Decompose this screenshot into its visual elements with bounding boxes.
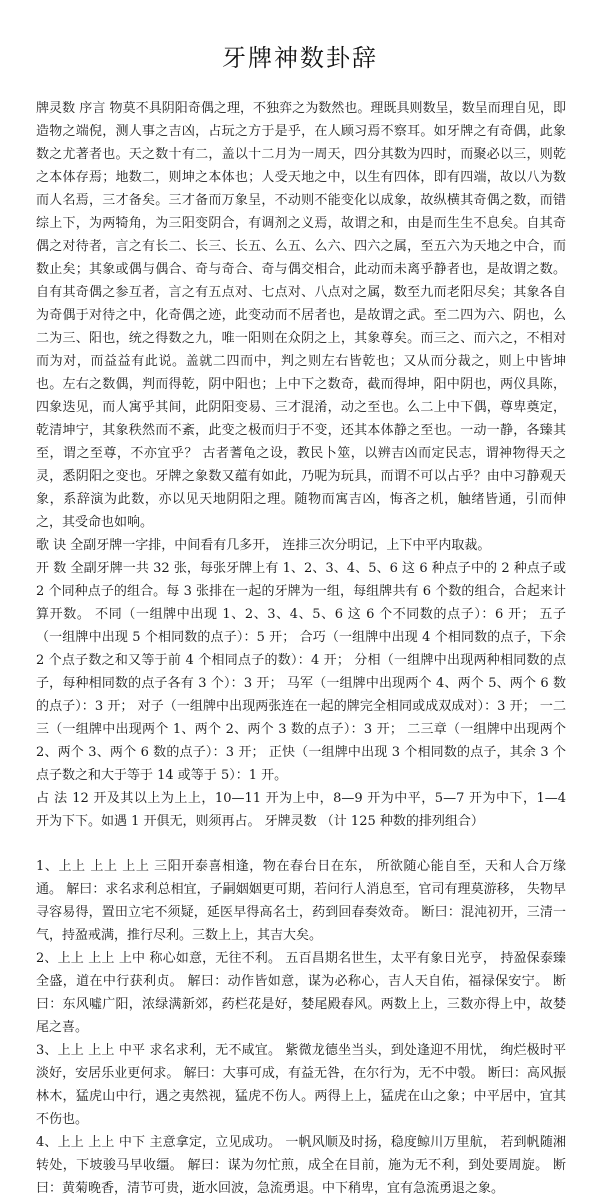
hexagram-entry-3: 3、上上 上上 中平 求名求利，无不咸宜。 紫微龙德坐当头，到处逢迎不用忧， 绚烂极时平淡好，安居乐业更何求。 解曰：大事可成，有益无咎，在尔行为，无不中彀。 断曰：高风振林木，猛虎山中行，遇之夷然视，猛虎不伤人。两得上上，猛虎在山之象；中平居中，宜其不伤也。	[36, 1043, 566, 1127]
counting-rules-paragraph: 开 数 全副牙牌一共 32 张，每张牙牌上有 1、2、3、4、5、6 这 6 种点子中的 2 种点子或 2 个同种点子的组合。每 3 张排在一起的牙牌为一组，每组牌共有 6 个数的组合，合起来计算开数。 不同（一组牌中出现 1、2、3、4、5、6 这 6 个不同数的点子）：6 开； 五子（一组牌中出现 5 个相同数的点子）：5 开； 合巧（一组牌中出现 4 个相同数的点子，下余 2 个点子数之和又等于前 4 个相同点子的数）：4 开； 分相（一组牌中出现两种相同数的点子，每种相同数的点子各有 3 个）：3 开； 马军（一组牌中出现两个 4、两个 5、两个 6 数的点子）：3 开； 对子（一组牌中出现两张连在一起的牌完全相同或成双成对）：3 开； 一二三（一组牌中出现两个 1、两个 2、两个 3 数的点子）：3 开； 二三章（一组牌中出现两个 2、两个 3、两个 6 数的点子）：3 开； 正快（一组牌中出现 3 个相同数的点子，其余 3 个点子数之和大于等于 14 或等于 5）：1 开。	[36, 561, 566, 783]
hexagram-entry-4: 4、上上 上上 中下 主意拿定，立见成功。 一帆风顺及时扬，稳度鲸川万里航， 若到帆随湘转处，下坡骏马早收缰。 解曰：谋为勿忙煎，成全在目前，施为无不利，到处要周旋。 断曰：黄菊晚香，清节可贵，逝水回波，急流勇退。中下稍卑，宜有急流勇退之象。	[36, 1135, 566, 1196]
document-body	[36, 97, 566, 1200]
song-rhyme-paragraph: 歌 诀 全副牙牌一字排，中间看有几多开， 连排三次分明记，上下中平内取裁。	[36, 538, 491, 553]
hexagram-entry-2: 2、上上 上上 上中 称心如意，无往不利。 五百昌期名世生，太平有象日光亨， 持盈保泰臻全盛，道在中行获利贞。 解曰：动作皆如意，谋为必称心，吉人天自佑，福禄保安宁。 断曰：东风噓广阳，浓绿满新郊，药栏花是好，婪尾殿春风。两数上上，三数亦得上中，故婪尾之喜。	[36, 951, 566, 1035]
preface-paragraph: 牌灵数 序言 物莫不具阴阳奇偶之理，不独弈之为数然也。理既具则数呈，数呈而理自见，即造物之端倪，测人事之吉凶，占玩之方于是乎，在人顾习焉不察耳。如牙牌之有奇偶，此象数之尤著者也。天之数十有二，盖以十二月为一周天，四分其数为四时，而聚必以三，则乾之本体存焉；地数二，则坤之本体也；人受天地之中，以生有四体，即有四端，故以八为数而人名焉，三才备矣。三才备而万象呈，不动则不能变化以成象，故纵横其奇偶之数，而错综上下，为两犄角，为三阳变阴合，有调剂之义焉，故谓之和，由是而生生不息矣。自其奇偶之对待者，言之有长二、长三、长五、么五、么六、四六之属，至五六为天地之中合，而数止矣；其象或偶与偶合、奇与奇合、奇与偶交相合，此动而未离乎静者也，是故谓之数。自有其奇偶之参互者，言之有五点对、七点对、八点对之属，数至九而老阳尽矣；其象各自为奇偶于对待之中，化奇偶之迹，此变动而不居者也，是故谓之武。至二四为六、阴也，么二为三、阳也，统之得数之九，唯一阳则在众阴之上，其象尊矣。而三之、而六之，不相对而为对，而益益有此说。盖就二四而中，判之则左右皆乾也；又从而分裁之，则上中皆坤也。左右之数偶，判而得乾，阴中阳也；上中下之数奇，截而得坤，阳中阴也，两仪具陈，四象迭见，而人寓乎其间，此阴阳变易、三才混淆，动之至也。么二上中下偶，尊卑奠定，乾清坤宁，其象秩然而不紊，此变之极而归于不变，还其本体静之至也。一动一静，各臻其至，谓之至尊，不亦宜乎？ 古者蓍龟之设，教民卜筮，以辨吉凶而定民志，谓神物得天之灵，悉阴阳之变也。牙牌之象数又蕴有如此，乃呢为玩具，而谓不可以占乎？由中习静观天象，系辞演为此数，亦以见天地阴阳之理。随物而寓吉凶，悔吝之机，触绪皆通，引而伸之，其受命也如响。	[36, 101, 566, 530]
divination-method-paragraph: 占 法 12 开及其以上为上上，10—11 开为上中，8—9 开为中平，5—7 开为中下，1—4 开为下下。如遇 1 开俱无，则须再占。 牙牌灵数 （计 125 种数的排列组合）	[36, 791, 566, 829]
document-title: 牙牌神数卦辞	[222, 44, 378, 72]
paragraph-spacer	[36, 833, 566, 855]
hexagram-entry-1: 1、上上 上上 上上 三阳开泰喜相逢，物在春台日在东， 所欲随心能自至，天和人合万缘通。 解曰：求名求利总相宜，子嗣姻姻更可期，若问行人消息至，官司有理莫游移， 失物早寻容易得，置田立宅不须疑，延医早得高名士，药到回春奏效奇。 断曰：混沌初开，三清一气，持盈戒满，推行尽利。三数上上，其吉大矣。	[36, 859, 566, 943]
